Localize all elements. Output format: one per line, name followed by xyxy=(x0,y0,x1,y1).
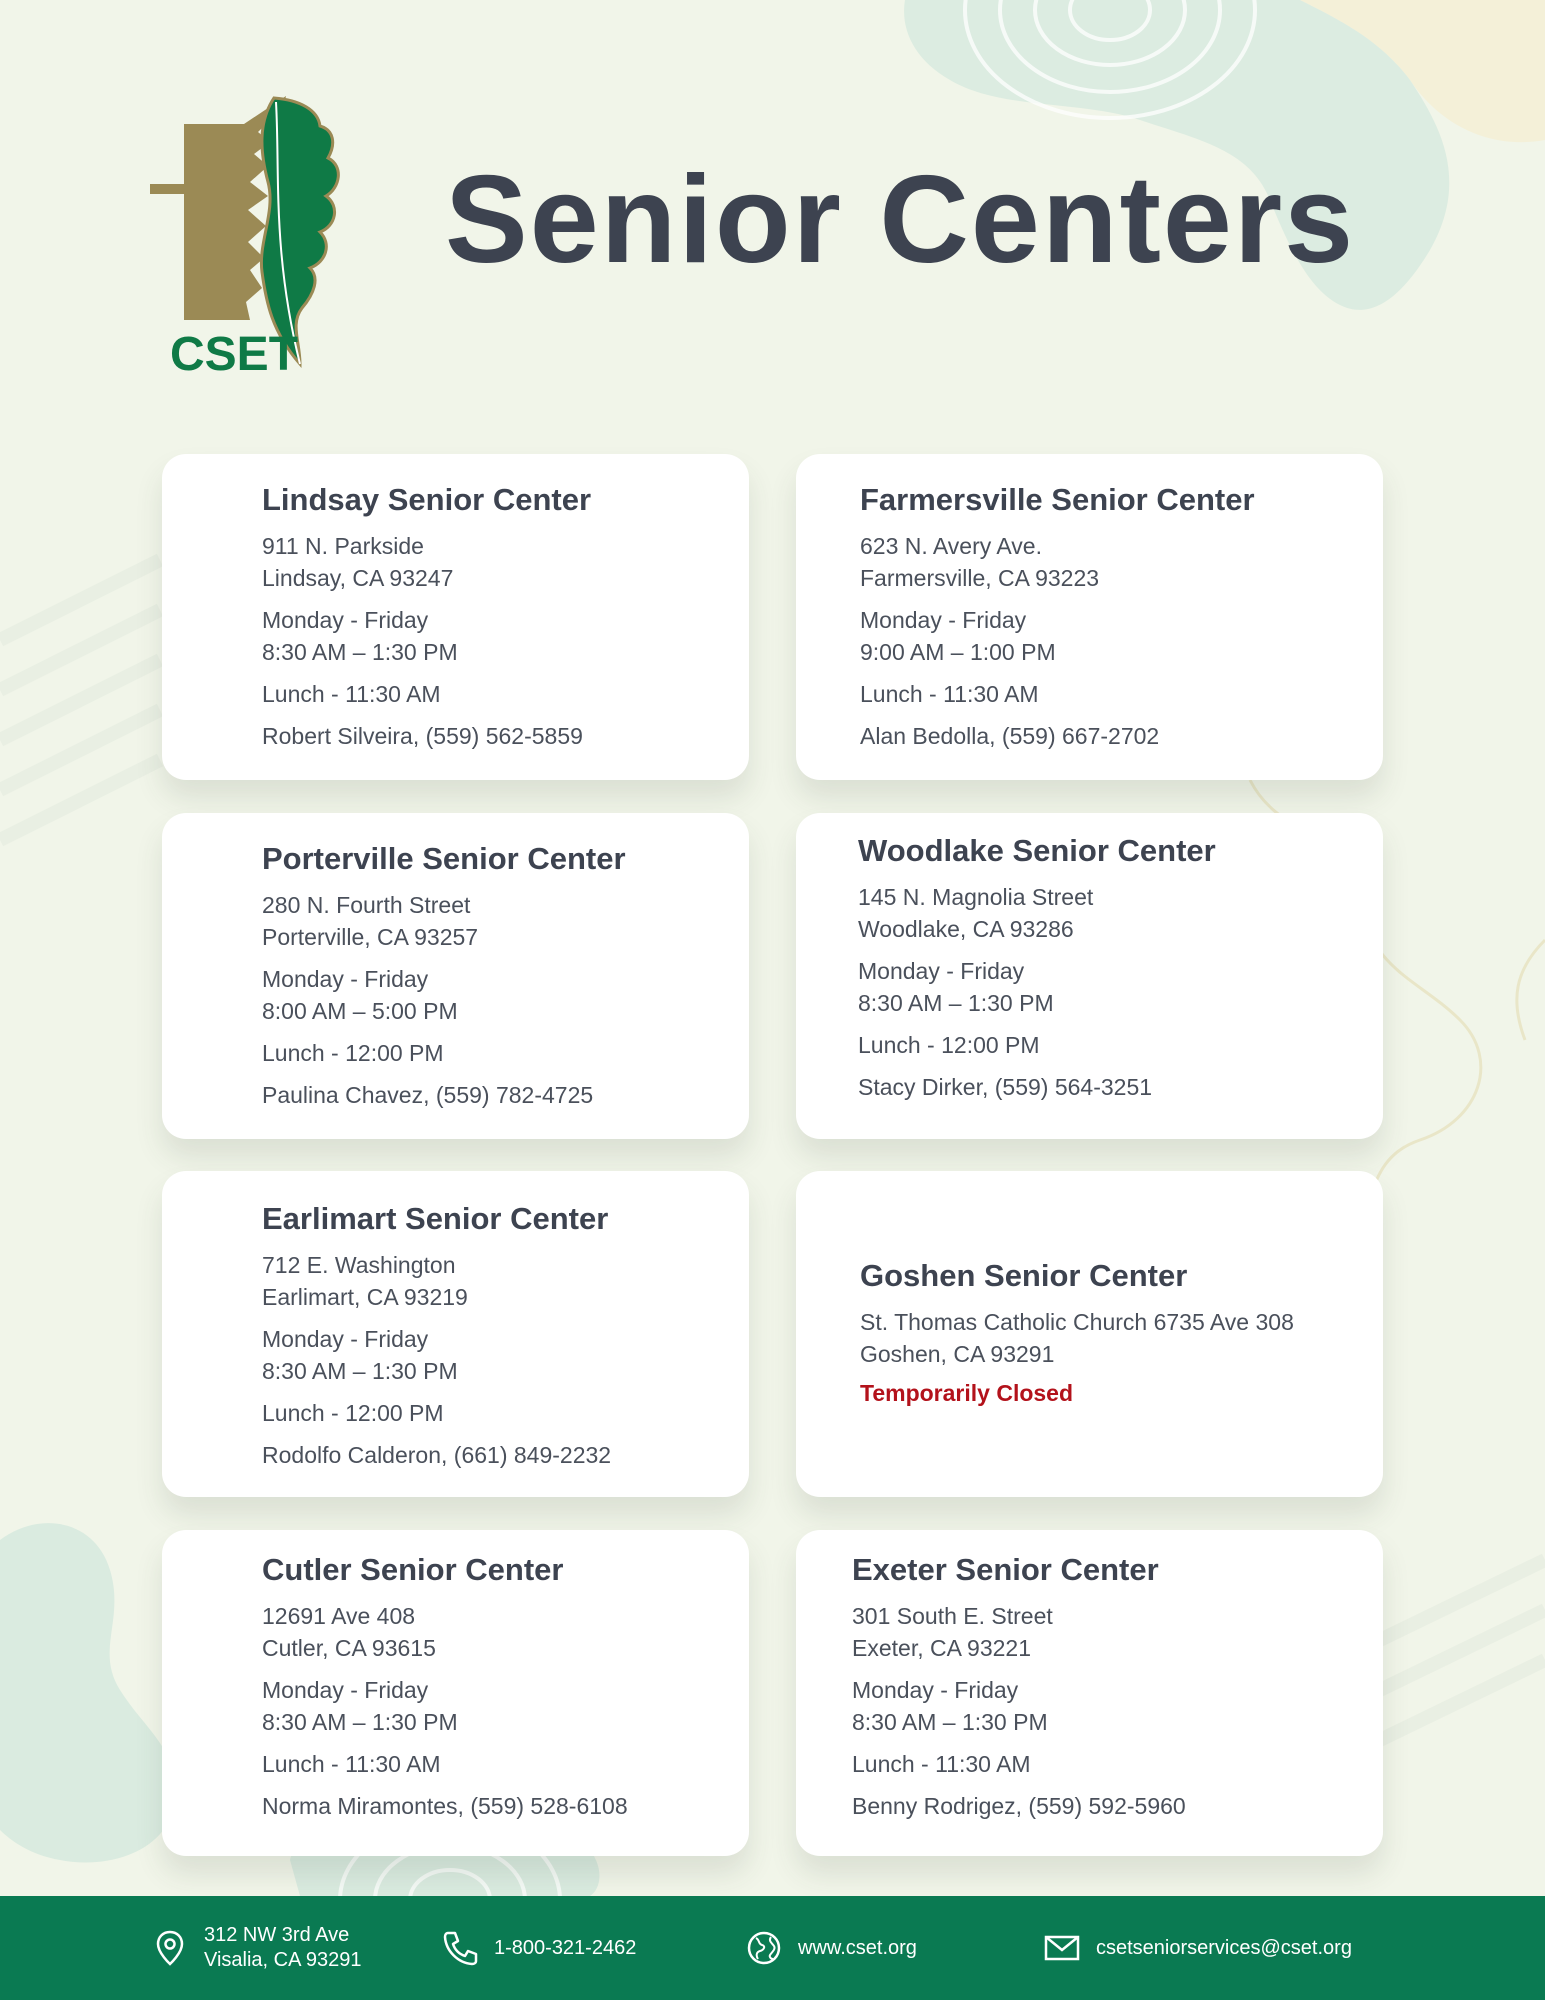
phone-number[interactable]: 1-800-321-2462 xyxy=(494,1936,637,1959)
lunch: Lunch - 11:30 AM xyxy=(852,1751,1031,1777)
contact: Rodolfo Calderon, (661) 849-2232 xyxy=(262,1442,612,1468)
center-name: Woodlake Senior Center xyxy=(858,833,1216,868)
cset-logo xyxy=(150,92,390,412)
logo-text: CSET xyxy=(170,328,299,381)
lunch: Lunch - 11:30 AM xyxy=(262,681,441,707)
center-name: Porterville Senior Center xyxy=(262,841,626,876)
center-card-earlimart xyxy=(162,1171,749,1497)
hours: 8:30 AM – 1:30 PM xyxy=(262,1709,458,1735)
contact: Benny Rodrigez, (559) 592-5960 xyxy=(852,1793,1186,1819)
days: Monday - Friday xyxy=(852,1677,1019,1703)
contact: Alan Bedolla, (559) 667-2702 xyxy=(860,723,1160,749)
center-card-porterville xyxy=(162,813,749,1139)
center-card-woodlake xyxy=(796,813,1383,1139)
email-link[interactable]: csetseniorservices@cset.org xyxy=(1096,1936,1352,1959)
center-card-cutler xyxy=(162,1530,749,1856)
location-pin-icon xyxy=(150,1928,190,1968)
address-line: 145 N. Magnolia Street xyxy=(858,884,1094,910)
address-line: Farmersville, CA 93223 xyxy=(860,565,1100,591)
address-line: Woodlake, CA 93286 xyxy=(858,916,1074,942)
address-line: 280 N. Fourth Street xyxy=(262,892,471,918)
address-line: Goshen, CA 93291 xyxy=(860,1341,1055,1367)
days: Monday - Friday xyxy=(262,966,429,992)
days: Monday - Friday xyxy=(860,607,1027,633)
lunch: Lunch - 11:30 AM xyxy=(860,681,1039,707)
lunch: Lunch - 12:00 PM xyxy=(262,1040,444,1066)
address-line: Exeter, CA 93221 xyxy=(852,1635,1032,1661)
footer-website[interactable] xyxy=(744,1896,917,2000)
footer-bar xyxy=(0,1896,1545,2000)
hours: 8:30 AM – 1:30 PM xyxy=(262,1358,458,1384)
center-card-farmersville xyxy=(796,454,1383,780)
address-line: Lindsay, CA 93247 xyxy=(262,565,454,591)
center-card-exeter xyxy=(796,1530,1383,1856)
address-line: St. Thomas Catholic Church 6735 Ave 308 xyxy=(860,1309,1294,1335)
footer-address-line: Visalia, CA 93291 xyxy=(204,1949,362,1971)
center-name: Farmersville Senior Center xyxy=(860,482,1255,517)
center-name: Cutler Senior Center xyxy=(262,1552,564,1587)
center-card-goshen xyxy=(796,1171,1383,1497)
page-title: Senior Centers xyxy=(445,151,1356,289)
envelope-icon xyxy=(1042,1928,1082,1968)
address-line: Porterville, CA 93257 xyxy=(262,924,479,950)
footer-address xyxy=(150,1896,362,2000)
lunch: Lunch - 11:30 AM xyxy=(262,1751,441,1777)
status-badge: Temporarily Closed xyxy=(860,1380,1074,1406)
hours: 8:30 AM – 1:30 PM xyxy=(858,990,1054,1016)
days: Monday - Friday xyxy=(262,1326,429,1352)
website-link[interactable]: www.cset.org xyxy=(798,1936,917,1959)
phone-icon xyxy=(440,1928,480,1968)
days: Monday - Friday xyxy=(262,607,429,633)
days: Monday - Friday xyxy=(858,958,1025,984)
address-line: Earlimart, CA 93219 xyxy=(262,1284,468,1310)
address-line: 712 E. Washington xyxy=(262,1252,456,1278)
center-name: Lindsay Senior Center xyxy=(262,482,592,517)
lunch: Lunch - 12:00 PM xyxy=(262,1400,444,1426)
address-line: 623 N. Avery Ave. xyxy=(860,533,1042,559)
center-name: Earlimart Senior Center xyxy=(262,1201,609,1236)
contact: Norma Miramontes, (559) 528-6108 xyxy=(262,1793,628,1819)
globe-icon xyxy=(744,1928,784,1968)
center-name: Exeter Senior Center xyxy=(852,1552,1159,1587)
days: Monday - Friday xyxy=(262,1677,429,1703)
hours: 8:00 AM – 5:00 PM xyxy=(262,998,458,1024)
address-line: 12691 Ave 408 xyxy=(262,1603,416,1629)
contact: Robert Silveira, (559) 562-5859 xyxy=(262,723,583,749)
footer-email[interactable] xyxy=(1042,1896,1352,2000)
footer-phone[interactable] xyxy=(440,1896,636,2000)
center-name: Goshen Senior Center xyxy=(860,1258,1188,1293)
hours: 9:00 AM – 1:00 PM xyxy=(860,639,1056,665)
address-line: Cutler, CA 93615 xyxy=(262,1635,436,1661)
hours: 8:30 AM – 1:30 PM xyxy=(262,639,458,665)
footer-address-line: 312 NW 3rd Ave xyxy=(204,1924,350,1946)
center-card-lindsay xyxy=(162,454,749,780)
hours: 8:30 AM – 1:30 PM xyxy=(852,1709,1048,1735)
contact: Stacy Dirker, (559) 564-3251 xyxy=(858,1074,1153,1100)
address-line: 911 N. Parkside xyxy=(262,533,424,559)
lunch: Lunch - 12:00 PM xyxy=(858,1032,1040,1058)
address-line: 301 South E. Street xyxy=(852,1603,1053,1629)
contact: Paulina Chavez, (559) 782-4725 xyxy=(262,1082,594,1108)
